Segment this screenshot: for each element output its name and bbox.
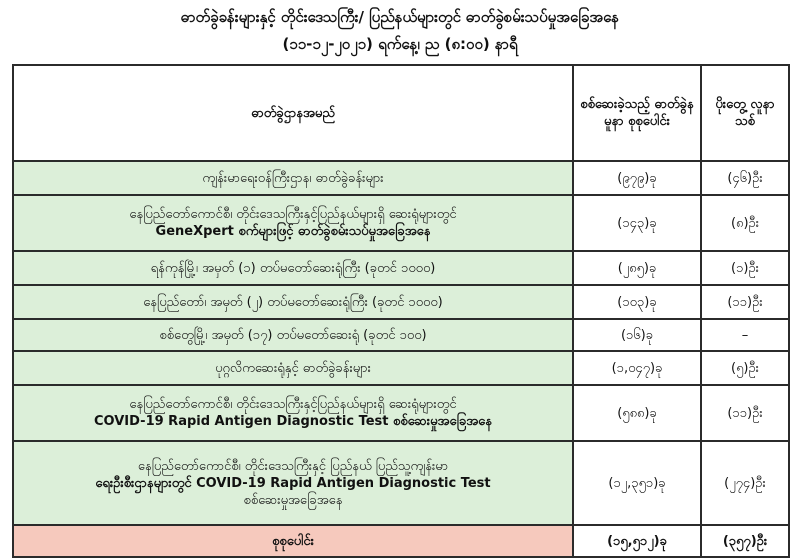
header-samples-tested: စစ်ဆေးခဲ့သည့် ဓာတ်ခွဲနမူနာ စုစုပေါင်း	[573, 65, 701, 161]
table-row	[13, 385, 789, 441]
table-total-row	[13, 525, 789, 557]
samples-cell: (၂၈၅)ခု	[573, 251, 701, 285]
table-row	[13, 161, 789, 195]
total-label-cell: စုစုပေါင်း	[13, 525, 573, 557]
lab-name-cell	[13, 441, 573, 525]
lab-name-cell: စစ်တွေမြို့၊ အမှတ် (၁၇) တပ်မတော်ဆေးရုံ (ခုတင် ၁၀၀)	[13, 319, 573, 351]
positives-cell: (၁၁)ဦး	[701, 385, 789, 441]
lab-name-cell: ကျန်းမာရေးဝန်ကြီးဌာန၊ ဓာတ်ခွဲခန်းများ	[13, 161, 573, 195]
positives-cell: (၂၇၄)ဦး	[701, 441, 789, 525]
samples-cell: (၁,၀၄၇)ခု	[573, 351, 701, 385]
positives-cell: (၁၁)ဦး	[701, 285, 789, 319]
lab-name-line: နေပြည်တော်ကောင်စီ၊ တိုင်းဒေသကြီးနှင့်ပြည်နယ်များရှိ ဆေးရုံများတွင်	[129, 207, 457, 222]
header-lab-name: ဓာတ်ခွဲဌာနအမည်	[13, 65, 573, 161]
total-samples-cell: (၁၅,၅၁၂)ခု	[573, 525, 701, 557]
lab-name-line: ရေးဦးစီးဌာနများတွင် COVID-19 Rapid Antigen Diagnostic Test	[95, 475, 491, 491]
samples-cell: (၁၂,၃၅၁)ခု	[573, 441, 701, 525]
samples-cell: (၉၇၉)ခု	[573, 161, 701, 195]
report-title	[0, 0, 800, 62]
lab-name-line: GeneXpert စက်များဖြင့် ဓာတ်ခွဲစမ်းသပ်မှုအခြေအနေ	[155, 224, 431, 239]
samples-cell: (၁၆)ခု	[573, 319, 701, 351]
positives-cell: –	[701, 319, 789, 351]
lab-name-line: COVID-19 Rapid Antigen Diagnostic Test စစ်ဆေးမှုအခြေအနေ	[94, 414, 492, 429]
lab-name-cell	[13, 385, 573, 441]
lab-name-line: နေပြည်တော်ကောင်စီ၊ တိုင်းဒေသကြီးနှင့်ပြည်နယ်များရှိ ဆေးရုံများတွင်	[129, 397, 457, 412]
samples-cell: (၅၈၈)ခု	[573, 385, 701, 441]
table-row	[13, 285, 789, 319]
samples-cell: (၁၀၃)ခု	[573, 285, 701, 319]
table-row	[13, 351, 789, 385]
table-header-row	[13, 65, 789, 161]
lab-name-line: စစ်ဆေးမှုအခြေအနေ	[243, 492, 343, 508]
positives-cell: (၈)ဦး	[701, 195, 789, 251]
title-line-2: (၁၁-၁၂-၂၀၂၁) ရက်နေ့၊ ည (၈:၀၀) နာရီ	[282, 35, 518, 53]
positives-cell: (၁)ဦး	[701, 251, 789, 285]
lab-name-cell	[13, 195, 573, 251]
table-row	[13, 319, 789, 351]
table-row	[13, 195, 789, 251]
title-line-1: ဓာတ်ခွဲခန်းများနှင့် တိုင်းဒေသကြီး/ ပြည်နယ်များတွင် ဓာတ်ခွဲစမ်းသပ်မှုအခြေအနေ	[180, 8, 620, 26]
lab-name-cell: ပုဂ္ဂလိကဆေးရုံနှင့် ဓာတ်ခွဲခန်းများ	[13, 351, 573, 385]
positives-cell: (၅)ဦး	[701, 351, 789, 385]
header-new-positives: ပိုးတွေ့ လူနာသစ်	[701, 65, 789, 161]
positives-cell: (၄၆)ဦး	[701, 161, 789, 195]
lab-name-line: နေပြည်တော်ကောင်စီ၊ တိုင်းဒေသကြီးနှင့် ပြည်နယ် ပြည်သူ့ကျန်းမာ	[137, 458, 449, 474]
lab-testing-table	[12, 64, 790, 558]
total-positives-cell: (၃၅၇)ဦး	[701, 525, 789, 557]
table-row	[13, 441, 789, 525]
lab-name-cell: နေပြည်တော်၊ အမှတ် (၂) တပ်မတော်ဆေးရုံကြီး (ခုတင် ၁၀၀၀)	[13, 285, 573, 319]
lab-name-cell: ရန်ကုန်မြို့၊ အမှတ် (၁) တပ်မတော်ဆေးရုံကြီး (ခုတင် ၁၀၀၀)	[13, 251, 573, 285]
samples-cell: (၁၄၃)ခု	[573, 195, 701, 251]
table-row	[13, 251, 789, 285]
